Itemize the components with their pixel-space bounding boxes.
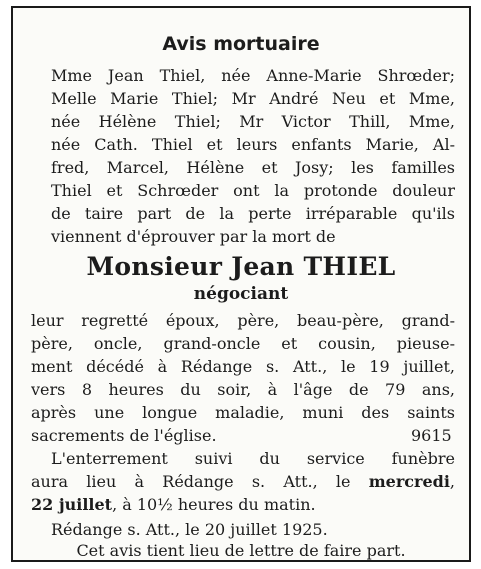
body-line: leur regretté époux, père, beau-père, grand- [31,311,455,330]
body-line: vers 8 heures du soir, à l'âge de 79 ans, [31,380,455,399]
body-line: sacrements de l'église. [31,426,217,445]
funeral-date: 22 juillet [31,495,113,514]
funeral-line [31,472,455,492]
place-date: Rédange s. Att., le 20 juillet 1925. [51,520,328,539]
funeral-line: L'enterrement suivi du service funèbre [51,449,455,468]
funeral-text: aura lieu à Rédange s. Att., le [31,472,369,491]
funeral-line [31,495,316,515]
intro-line: Melle Marie Thiel; Mr André Neu et Mme, [51,89,455,108]
intro-line: née Cath. Thiel et leurs enfants Marie, Al- [51,135,455,154]
intro-line: Thiel et Schrœder ont la protonde douleur [51,181,455,200]
body-line: ment décédé à Rédange s. Att., le 19 juillet, [31,357,455,376]
intro-line: fred, Marcel, Hélène et Josy; les familles [51,158,455,177]
deceased-profession: négociant [193,284,289,304]
body-line: après une longue maladie, muni des saints [31,403,455,422]
funeral-weekday: mercredi [368,472,450,491]
intro-line: de taire part de la perte irréparable qu'ils [51,204,455,223]
deceased-name: Monsieur Jean THIEL [86,252,396,281]
closing-line: Cet avis tient lieu de lettre de faire part. [76,541,406,560]
body-line: père, oncle, grand-oncle et cousin, pieuse- [31,334,455,353]
intro-line: Mme Jean Thiel, née Anne-Marie Shrœder; [51,66,455,85]
intro-line: viennent d'éprouver par la mort de [51,227,336,246]
reference-number: 9615 [411,426,452,445]
notice-title: Avis mortuaire [162,33,320,55]
obituary-notice [11,6,471,562]
funeral-text: , [449,472,455,491]
intro-line: née Hélène Thiel; Mr Victor Thill, Mme, [51,112,455,131]
funeral-text: , à 10½ heures du matin. [112,495,316,514]
